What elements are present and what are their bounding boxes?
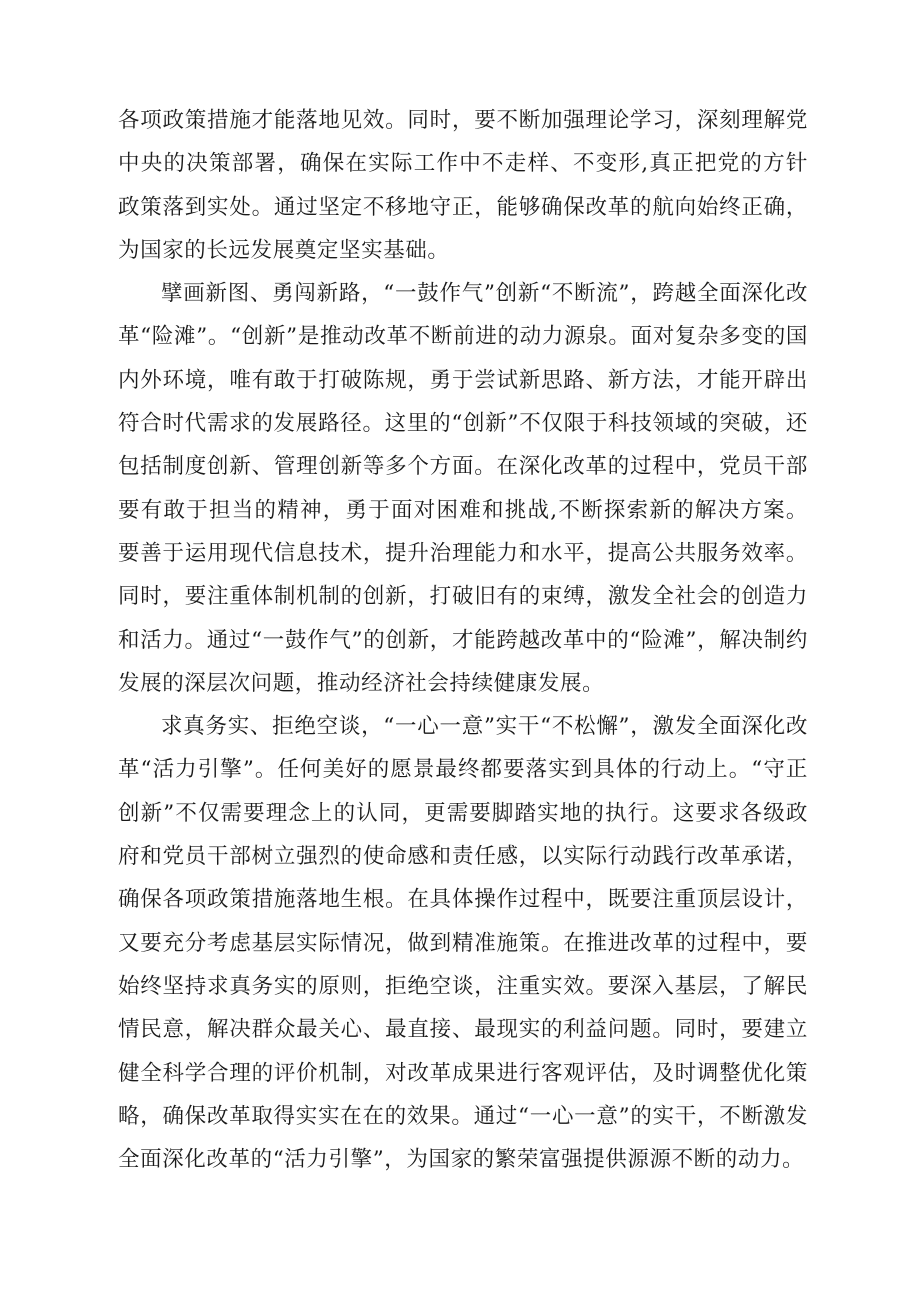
paragraph-innovation: 擘画新图、勇闯新路，“一鼓作气”创新“不断流”，跨越全面深化改革“险滩”。“创新”是推动改革不断前进的动力源泉。面对复杂多变的国内外环境，唯有敢于打破陈规，勇于尝试新思路、新方法，才能开辟出符合时代需求的发展路径。这里的“创新”不仅限于科技领域的突破，还包括制度创新、管理创新等多个方面。在深化改革的过程中，党员干部要有敢于担当的精神，勇于面对困难和挑战,不断探索新的解决方案。要善于运用现代信息技术，提升治理能力和水平，提高公共服务效率。同时，要注重体制机制的创新，打破旧有的束缚，激发全社会的创造力和活力。通过“一鼓作气”的创新，才能跨越改革中的“险滩”，解决制约发展的深层次问题，推动经济社会持续健康发展。 bbox=[118, 281, 808, 696]
paragraph-practical-work: 求真务实、拒绝空谈，“一心一意”实干“不松懈”，激发全面深化改革“活力引擎”。任何美好的愿景最终都要落实到具体的行动上。“守正创新”不仅需要理念上的认同，更需要脚踏实地的执行。这要求各级政府和党员干部树立强烈的使命感和责任感，以实际行动践行改革承诺，确保各项政策措施落地生根。在具体操作过程中，既要注重顶层设计，又要充分考虑基层实际情况，做到精准施策。在推进改革的过程中，要始终坚持求真务实的原则，拒绝空谈，注重实效。要深入基层，了解民情民意，解决群众最关心、最直接、最现实的利益问题。同时，要建立健全科学合理的评价机制，对改革成果进行客观评估，及时调整优化策略，确保改革取得实实在在的效果。通过“一心一意”的实干，不断激发全面深化改革的“活力引擎”，为国家的繁荣富强提供源源不断的动力。 bbox=[118, 714, 808, 1173]
document-body bbox=[118, 99, 808, 1181]
paragraph-continuation: 各项政策措施才能落地见效。同时，要不断加强理论学习，深刻理解党中央的决策部署，确保在实际工作中不走样、不变形,真正把党的方针政策落到实处。通过坚定不移地守正，能够确保改革的航向始终正确，为国家的长远发展奠定坚实基础。 bbox=[118, 108, 808, 263]
